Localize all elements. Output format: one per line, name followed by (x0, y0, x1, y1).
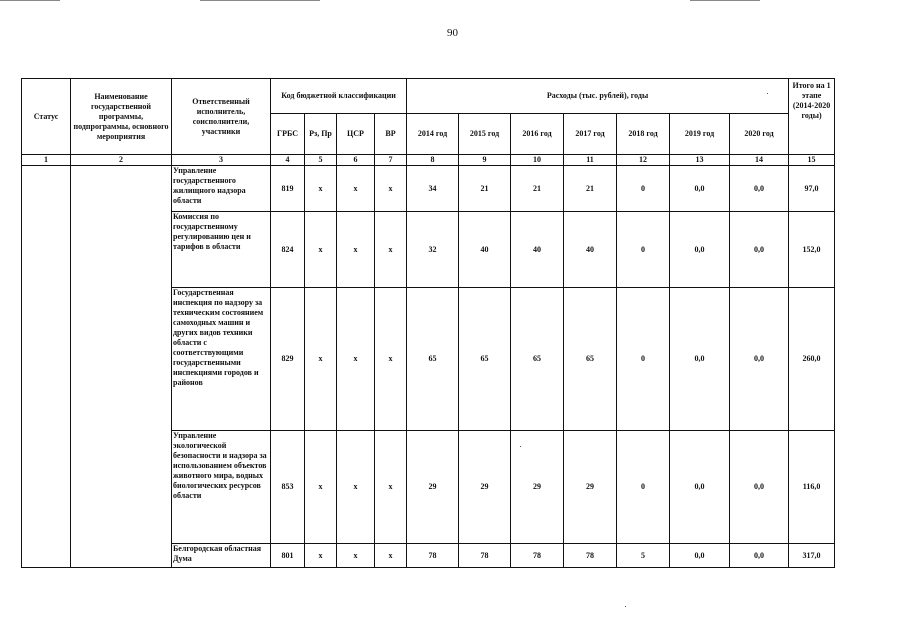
csr-cell: х (337, 431, 375, 544)
y2017-cell: 40 (564, 212, 617, 288)
y2019-cell: 0,0 (670, 431, 730, 544)
header-total: Итого на 1 этапе (2014-2020 годы) (789, 79, 835, 155)
vr-cell: х (375, 431, 407, 544)
y2018-cell: 0 (617, 288, 670, 431)
total-cell: 260,0 (789, 288, 835, 431)
column-number: 13 (670, 155, 730, 166)
csr-cell: х (337, 212, 375, 288)
y2015-cell: 78 (459, 544, 511, 568)
y2017-cell: 21 (564, 166, 617, 212)
y2019-cell: 0,0 (670, 166, 730, 212)
vr-cell: х (375, 166, 407, 212)
header-2018: 2018 год (617, 114, 670, 155)
header-vr: ВР (375, 114, 407, 155)
total-cell: 152,0 (789, 212, 835, 288)
header-2016: 2016 год (511, 114, 564, 155)
header-budget-code: Код бюджетной классификации (271, 79, 407, 114)
y2018-cell: 0 (617, 431, 670, 544)
y2016-cell: 40 (511, 212, 564, 288)
header-rz-pr: Рз, Пр (305, 114, 337, 155)
csr-cell: х (337, 544, 375, 568)
column-number: 14 (730, 155, 789, 166)
header-expenses: Расходы (тыс. рублей), годы (407, 79, 789, 114)
y2020-cell: 0,0 (730, 544, 789, 568)
executor-cell: Белгородская областная Дума (172, 544, 271, 568)
table-row (22, 166, 835, 212)
rz-pr-cell: х (305, 212, 337, 288)
header-executor: Ответственный исполнитель, соисполнители, участники (172, 79, 271, 155)
column-number: 8 (407, 155, 459, 166)
y2014-cell: 78 (407, 544, 459, 568)
y2014-cell: 32 (407, 212, 459, 288)
y2014-cell: 34 (407, 166, 459, 212)
y2018-cell: 5 (617, 544, 670, 568)
column-number: 11 (564, 155, 617, 166)
header-2020: 2020 год (730, 114, 789, 155)
grbs-cell: 824 (271, 212, 305, 288)
vr-cell: х (375, 288, 407, 431)
y2019-cell: 0,0 (670, 544, 730, 568)
y2016-cell: 65 (511, 288, 564, 431)
grbs-cell: 829 (271, 288, 305, 431)
column-number: 5 (305, 155, 337, 166)
y2018-cell: 0 (617, 166, 670, 212)
grbs-cell: 819 (271, 166, 305, 212)
header-2019: 2019 год (670, 114, 730, 155)
executor-cell: Комиссия по государственному регулированию цен и тарифов в области (172, 212, 271, 288)
y2019-cell: 0,0 (670, 288, 730, 431)
total-cell: 116,0 (789, 431, 835, 544)
executor-cell: Управление экологической безопасности и надзора за использованием объектов животного мира, водных биологических ресурсов области (172, 431, 271, 544)
column-number: 4 (271, 155, 305, 166)
y2020-cell: 0,0 (730, 212, 789, 288)
column-number: 2 (71, 155, 172, 166)
scan-speck (625, 606, 626, 607)
executor-cell: Государственная инспекция по надзору за техническим состоянием самоходных машин и других видов техники области с соответствующими государственными инспекциями городов и районов (172, 288, 271, 431)
rz-pr-cell: х (305, 544, 337, 568)
header-2017: 2017 год (564, 114, 617, 155)
y2020-cell: 0,0 (730, 166, 789, 212)
y2016-cell: 29 (511, 431, 564, 544)
status-cell (22, 166, 71, 568)
column-number: 6 (337, 155, 375, 166)
scan-top-line (690, 0, 760, 1)
column-number-row (22, 155, 835, 166)
vr-cell: х (375, 212, 407, 288)
y2017-cell: 78 (564, 544, 617, 568)
column-number: 1 (22, 155, 71, 166)
total-cell: 317,0 (789, 544, 835, 568)
header-csr: ЦСР (337, 114, 375, 155)
y2018-cell: 0 (617, 212, 670, 288)
header-program-name: Наименование государственной программы, подпрограммы, основного мероприятия (71, 79, 172, 155)
header-2014: 2014 год (407, 114, 459, 155)
y2020-cell: 0,0 (730, 288, 789, 431)
column-number: 3 (172, 155, 271, 166)
vr-cell: х (375, 544, 407, 568)
rz-pr-cell: х (305, 166, 337, 212)
scan-speck (520, 446, 521, 447)
y2016-cell: 21 (511, 166, 564, 212)
csr-cell: х (337, 166, 375, 212)
column-number: 10 (511, 155, 564, 166)
y2019-cell: 0,0 (670, 212, 730, 288)
header-status: Статус (22, 79, 71, 155)
y2017-cell: 29 (564, 431, 617, 544)
y2014-cell: 65 (407, 288, 459, 431)
y2015-cell: 29 (459, 431, 511, 544)
grbs-cell: 853 (271, 431, 305, 544)
scan-speck (767, 93, 768, 94)
budget-table (21, 78, 835, 568)
y2015-cell: 40 (459, 212, 511, 288)
y2015-cell: 21 (459, 166, 511, 212)
scan-top-line (0, 0, 60, 1)
header-grbs: ГРБС (271, 114, 305, 155)
column-number: 12 (617, 155, 670, 166)
header-2015: 2015 год (459, 114, 511, 155)
program-name-cell (71, 166, 172, 568)
scan-top-line (200, 0, 320, 1)
csr-cell: х (337, 288, 375, 431)
total-cell: 97,0 (789, 166, 835, 212)
column-number: 9 (459, 155, 511, 166)
y2015-cell: 65 (459, 288, 511, 431)
y2014-cell: 29 (407, 431, 459, 544)
rz-pr-cell: х (305, 431, 337, 544)
y2017-cell: 65 (564, 288, 617, 431)
executor-cell: Управление государственного жилищного надзора области (172, 166, 271, 212)
grbs-cell: 801 (271, 544, 305, 568)
column-number: 7 (375, 155, 407, 166)
page-number: 90 (447, 27, 458, 39)
rz-pr-cell: х (305, 288, 337, 431)
y2016-cell: 78 (511, 544, 564, 568)
y2020-cell: 0,0 (730, 431, 789, 544)
column-number: 15 (789, 155, 835, 166)
